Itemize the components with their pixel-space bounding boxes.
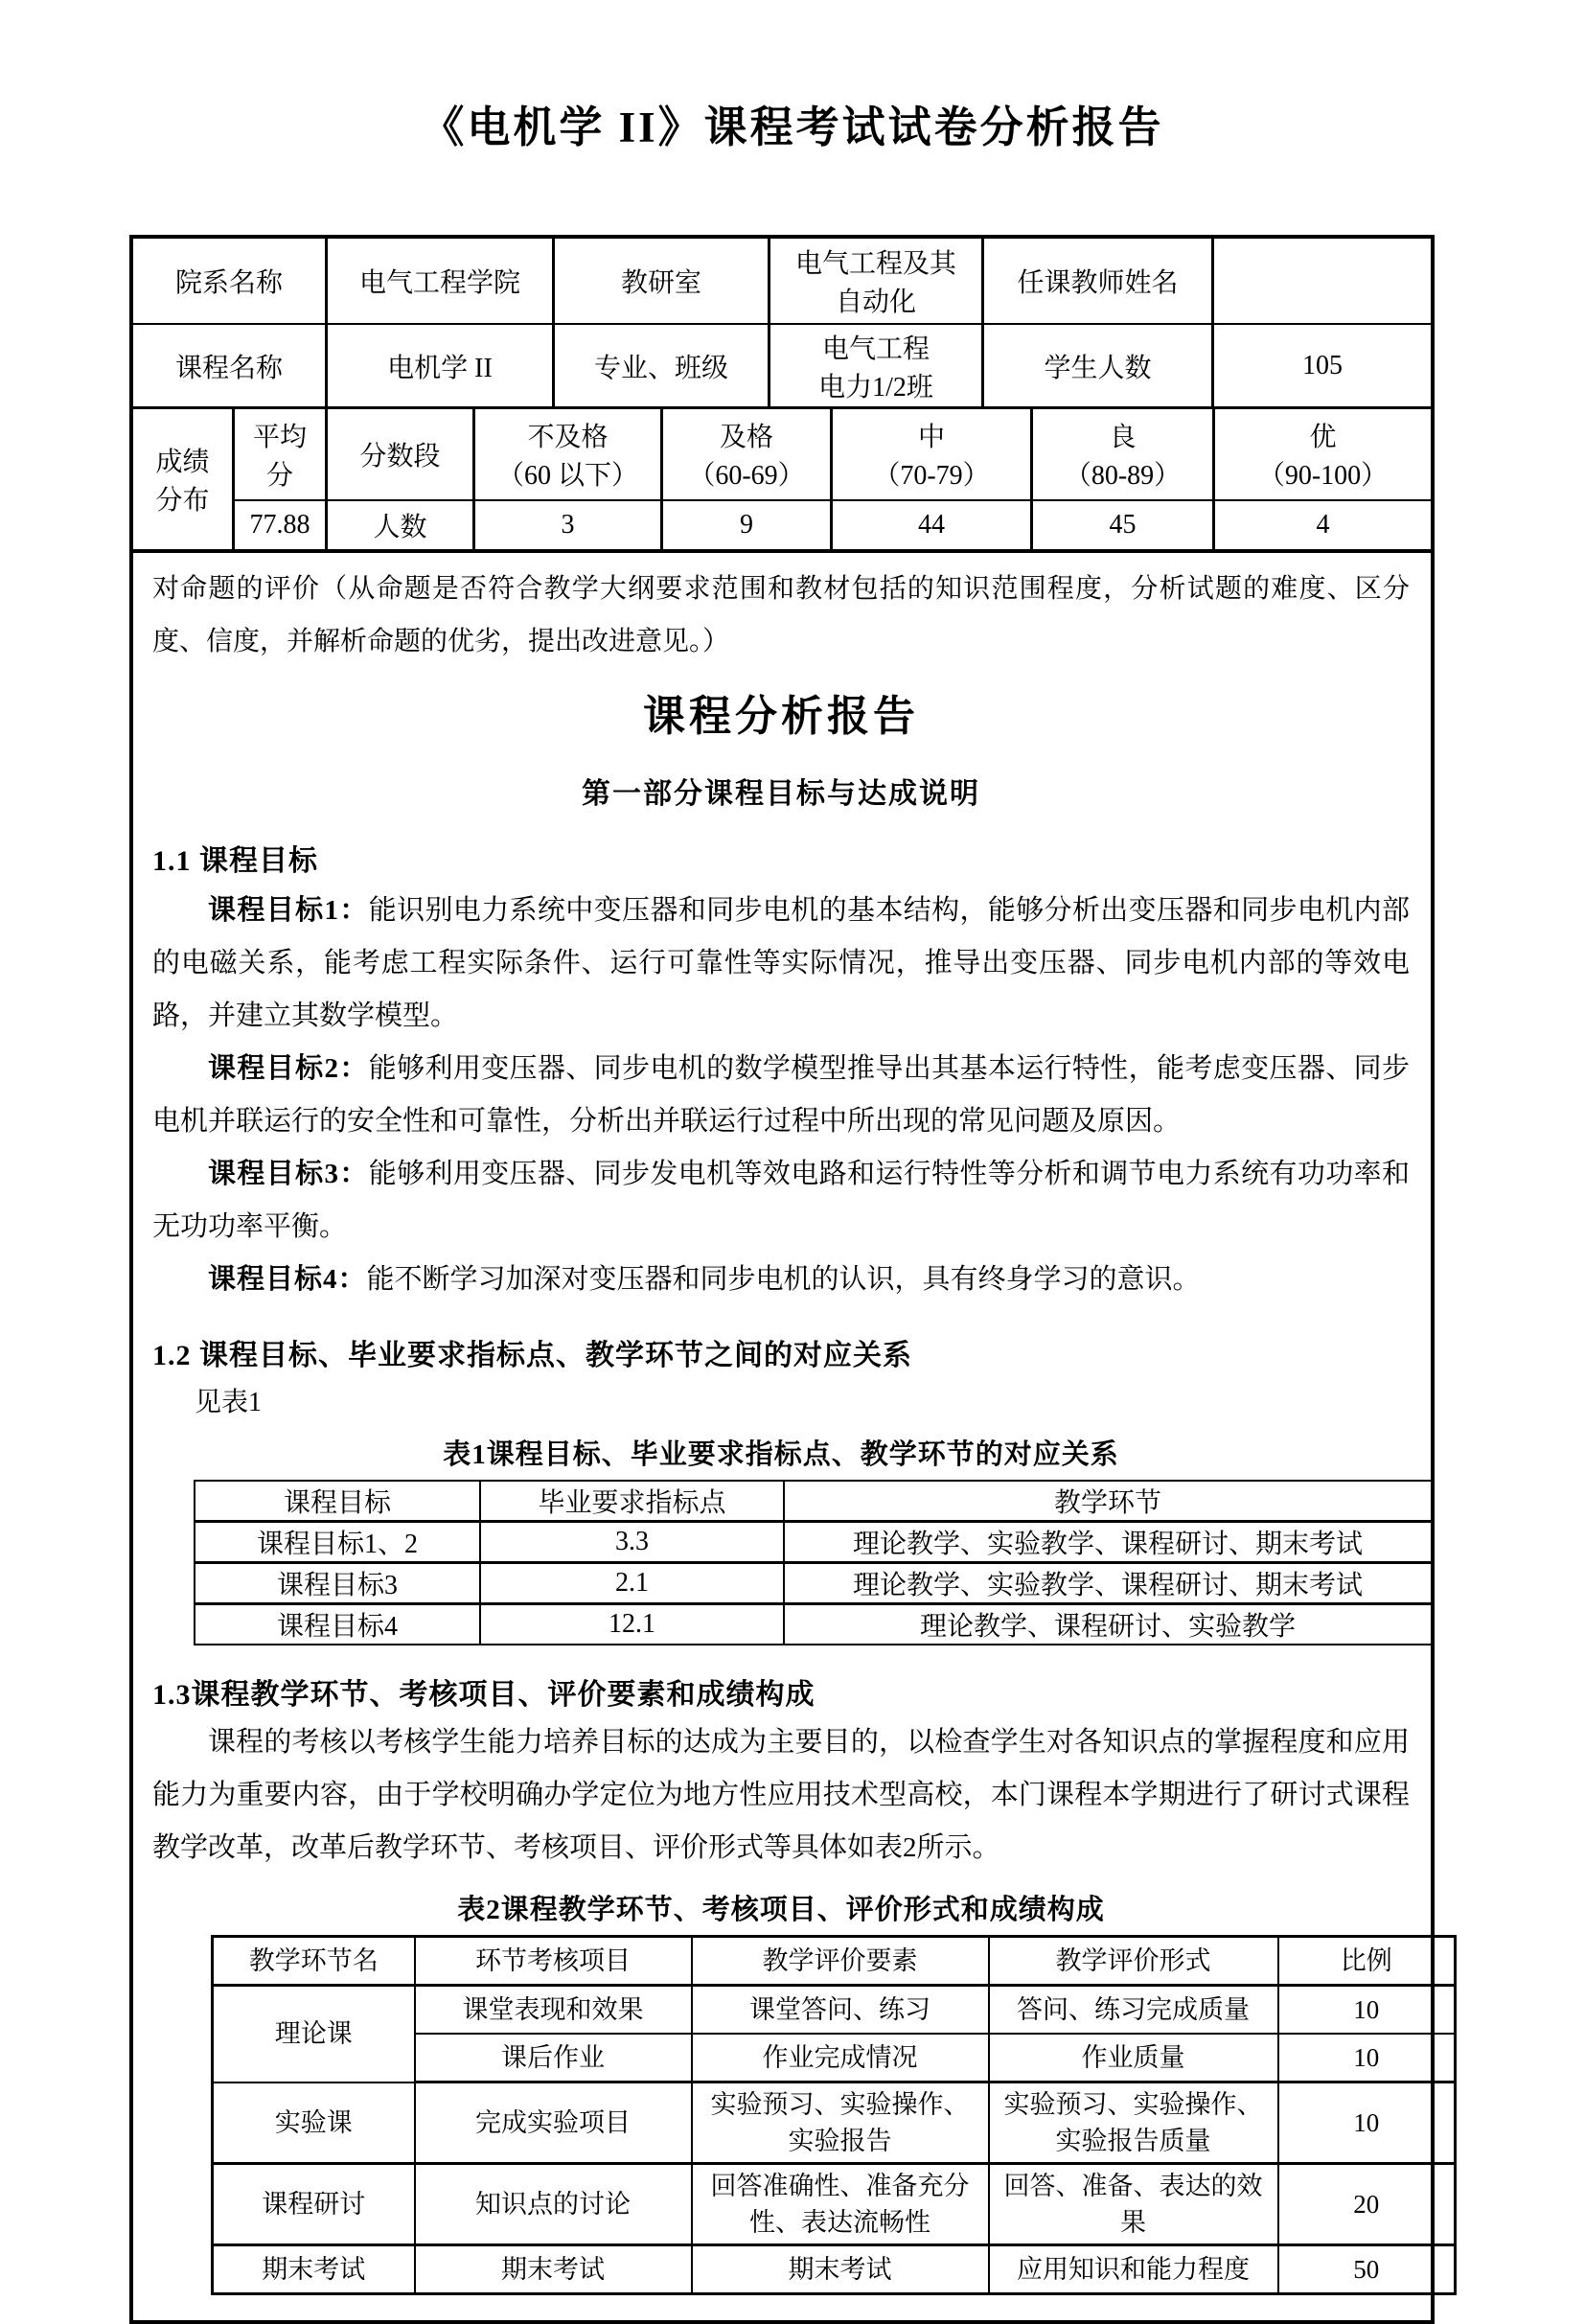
table-row (213, 2082, 1456, 2164)
medium-count: 44 (830, 501, 1030, 549)
course-info-table (133, 239, 1431, 409)
table2-cell: 实验预习、实验操作、实验报告质量 (989, 2082, 1278, 2164)
objective-4-text: 能不断学习加深对变压器和同步电机的认识，具有终身学习的意识。 (366, 1264, 1201, 1295)
table2-cell: 课堂答问、练习 (692, 1986, 989, 2035)
document-title: 《电机学 II》课程考试试卷分析报告 (421, 104, 1164, 151)
table2-cell: 作业质量 (989, 2034, 1278, 2082)
band-name: 优 (1309, 423, 1337, 452)
table2-cell-ratio: 50 (1278, 2245, 1456, 2294)
dept-value: 电气工程学院 (325, 239, 552, 325)
table-row (195, 1563, 1432, 1604)
table-row (195, 1604, 1432, 1645)
table-row (213, 2245, 1456, 2294)
table2-cell-stage: 理论课 (213, 1986, 415, 2082)
table1-cell: 课程目标1、2 (195, 1522, 480, 1563)
table2-cell: 期末考试 (692, 2245, 989, 2294)
band-medium-header (830, 409, 1030, 501)
table2-cell: 回答准确性、准备充分性、表达流畅性 (692, 2164, 989, 2245)
table-row (195, 1522, 1432, 1563)
pass-count: 9 (660, 501, 830, 549)
objective-1-text: 能识别电力系统中变压器和同步电机的基本结构，能够分析出变压器和同步电机内部的电磁关系，能考虑工程实际条件、运行可靠性等实际情况，推导出变压器、同步电机内部的等效电路，并建立其数学模型。 (152, 895, 1410, 1031)
report-heading: 课程分析报告 (643, 693, 919, 740)
table2-cell: 知识点的讨论 (415, 2164, 692, 2245)
course-objective-3 (152, 1148, 1410, 1254)
course-value: 电机学 II (325, 325, 552, 409)
section-1-3-paragraph: 课程的考核以考核学生能力培养目标的达成为主要目的，以检查学生对各知识点的掌握程度和应用能力为重要内容，由于学校明确办学定位为地方性应用技术型高校，本门课程本学期进行了研讨式课程教学改革，改革后教学环节、考核项目、评价形式等具体如表2所示。 (152, 1727, 1410, 1863)
score-dist-label (133, 409, 232, 549)
table2-cell: 回答、准备、表达的效果 (989, 2164, 1278, 2245)
band-good-header (1030, 409, 1212, 501)
table1-cell: 12.1 (480, 1604, 784, 1645)
teacher-value (1211, 239, 1431, 325)
table1-objectives-mapping (194, 1480, 1433, 1645)
report-frame (129, 235, 1435, 2324)
band-excellent-header (1212, 409, 1431, 501)
section-1-1-heading: 1.1 课程目标 (152, 845, 318, 877)
office-value-text: 电气工程及其自动化 (794, 249, 956, 317)
table-row (213, 2164, 1456, 2245)
good-count: 45 (1030, 501, 1212, 549)
table2-cell-ratio: 10 (1278, 2082, 1456, 2164)
segment-label: 分数段 (325, 409, 472, 501)
major-value (768, 325, 981, 409)
table1-caption: 表1课程目标、毕业要求指标点、教学环节的对应关系 (443, 1439, 1119, 1470)
table1-header-indicator: 毕业要求指标点 (480, 1481, 784, 1522)
table2-cell-ratio: 20 (1278, 2164, 1456, 2245)
section-1-2-heading: 1.2 课程目标、毕业要求指标点、教学环节之间的对应关系 (152, 1340, 912, 1371)
band-range: （70-79） (873, 461, 990, 491)
report-body (133, 553, 1431, 2320)
part1-heading: 第一部分课程目标与达成说明 (582, 778, 980, 810)
table2-cell: 期末考试 (415, 2245, 692, 2294)
objective-2-text: 能够利用变压器、同步电机的数学模型推导出其基本运行特性，能考虑变压器、同步电机并联运行的安全性和可靠性，分析出并联运行过程中所出现的常见问题及原因。 (152, 1053, 1410, 1137)
table2-caption: 表2课程教学环节、考核项目、评价形式和成绩构成 (457, 1895, 1105, 1925)
table1-header-row (195, 1481, 1432, 1522)
objective-1-label: 课程目标1： (208, 895, 369, 926)
office-label: 教研室 (552, 239, 768, 325)
table2-header-ratio: 比例 (1278, 1937, 1456, 1986)
teacher-label: 任课教师姓名 (981, 239, 1211, 325)
excellent-count: 4 (1212, 501, 1431, 549)
objective-2-label: 课程目标2： (208, 1053, 369, 1084)
table1-cell: 理论教学、课程研讨、实验教学 (784, 1604, 1432, 1645)
avg-label-text: 平均分 (252, 423, 307, 491)
band-name: 不及格 (527, 423, 609, 452)
band-fail-header (472, 409, 660, 501)
students-count: 105 (1211, 325, 1431, 409)
table2-cell: 答问、练习完成质量 (989, 1986, 1278, 2035)
objective-3-text: 能够利用变压器、同步发电机等效电路和运行特性等分析和调节电力系统有功功率和无功功率平衡。 (152, 1159, 1410, 1242)
table2-header-item: 环节考核项目 (415, 1937, 692, 1986)
table2-cell-stage: 课程研讨 (213, 2164, 415, 2245)
score-dist-label-text: 成绩分布 (155, 448, 210, 516)
office-value (768, 239, 981, 325)
course-objective-2 (152, 1043, 1410, 1148)
table-row (213, 1986, 1456, 2035)
table2-cell: 实验预习、实验操作、实验报告 (692, 2082, 989, 2164)
table1-cell: 理论教学、实验教学、课程研讨、期末考试 (784, 1522, 1432, 1563)
table1-cell: 课程目标4 (195, 1604, 480, 1645)
table2-cell-ratio: 10 (1278, 1986, 1456, 2035)
table2-header-stage: 教学环节名 (213, 1937, 415, 1986)
course-objective-4 (152, 1254, 1410, 1306)
table2-cell: 课后作业 (415, 2034, 692, 2082)
table2-assessment-structure (211, 1935, 1457, 2295)
major-line2: 电力1/2班 (818, 372, 933, 403)
course-label: 课程名称 (133, 325, 325, 409)
table2-cell-ratio: 10 (1278, 2034, 1456, 2082)
table1-header-activity: 教学环节 (784, 1481, 1432, 1522)
see-table1-note: 见表1 (195, 1388, 263, 1417)
table2-cell: 应用知识和能力程度 (989, 2245, 1278, 2294)
section-1-3-heading: 1.3课程教学环节、考核项目、评价要素和成绩构成 (152, 1679, 815, 1711)
band-pass-header (660, 409, 830, 501)
table2-header-element: 教学评价要素 (692, 1937, 989, 1986)
table2-cell: 课堂表现和效果 (415, 1986, 692, 2035)
students-label: 学生人数 (981, 325, 1211, 409)
avg-label (232, 409, 325, 501)
course-objective-1 (152, 885, 1410, 1043)
band-range: （90-100） (1257, 461, 1389, 491)
table1-cell: 2.1 (480, 1563, 784, 1604)
major-label: 专业、班级 (552, 325, 768, 409)
band-range: （60 以下） (496, 461, 638, 491)
table2-cell-stage: 实验课 (213, 2082, 415, 2164)
band-range: （80-89） (1064, 461, 1182, 491)
score-distribution-table (133, 409, 1431, 553)
band-range: （60-69） (688, 461, 805, 491)
table2-header-row (213, 1937, 1456, 1986)
table2-header-form: 教学评价形式 (989, 1937, 1278, 1986)
table2-cell: 作业完成情况 (692, 2034, 989, 2082)
objective-3-label: 课程目标3： (208, 1159, 369, 1189)
table2-cell-stage: 期末考试 (213, 2245, 415, 2294)
avg-value: 77.88 (232, 501, 325, 549)
table1-cell: 理论教学、实验教学、课程研讨、期末考试 (784, 1563, 1432, 1604)
table2-cell: 完成实验项目 (415, 2082, 692, 2164)
table1-cell: 3.3 (480, 1522, 784, 1563)
band-name: 及格 (719, 423, 773, 452)
band-name: 良 (1109, 423, 1137, 452)
table1-header-objective: 课程目标 (195, 1481, 480, 1522)
dept-label: 院系名称 (133, 239, 325, 325)
table1-cell: 课程目标3 (195, 1563, 480, 1604)
major-line1: 电气工程 (821, 334, 930, 364)
fail-count: 3 (472, 501, 660, 549)
count-label: 人数 (325, 501, 472, 549)
objective-4-label: 课程目标4： (208, 1264, 367, 1295)
band-name: 中 (917, 423, 945, 452)
evaluation-note: 对命题的评价（从命题是否符合教学大纲要求范围和教材包括的知识范围程度，分析试题的难度、区分度、信度，并解析命题的优劣，提出改进意见。） (152, 574, 1410, 656)
